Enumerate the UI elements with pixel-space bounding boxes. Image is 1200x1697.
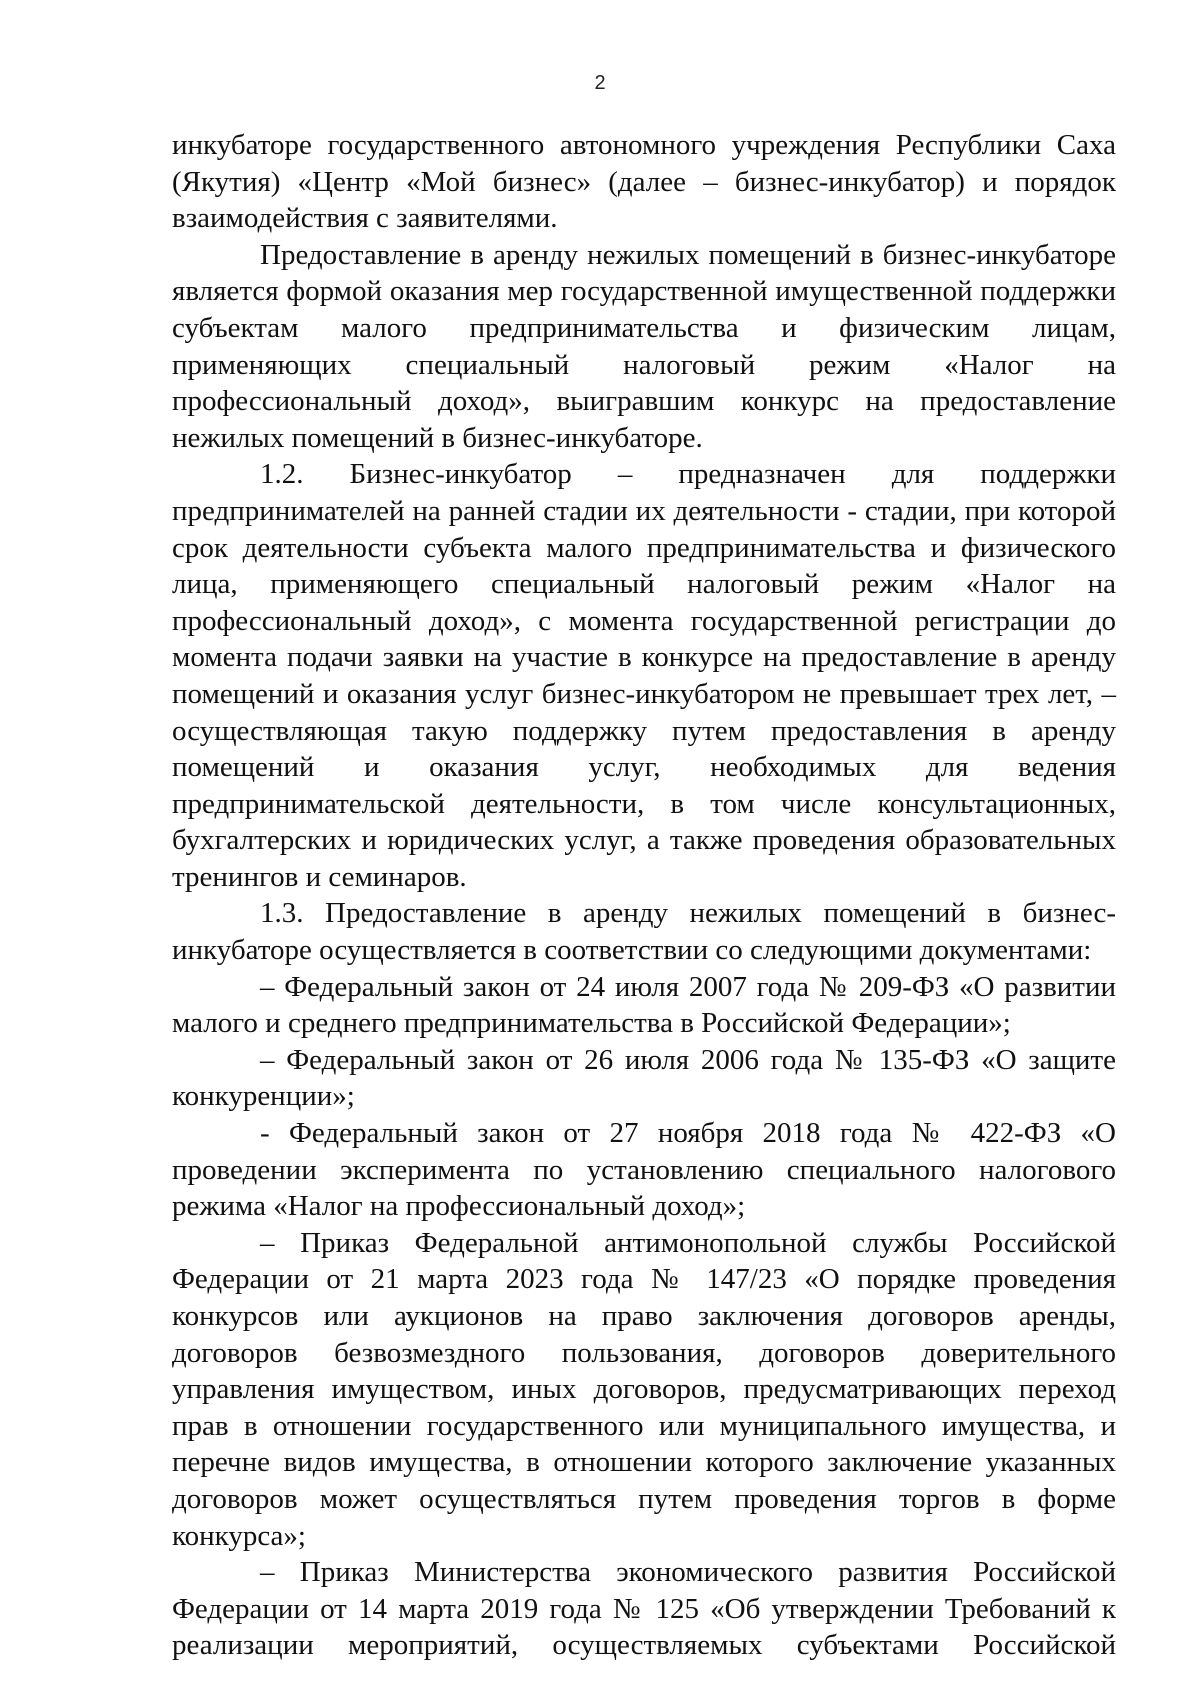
list-item-federal-law-209: – Федеральный закон от 24 июля 2007 года № 209-ФЗ «О развитии малого и среднего предпринимательства в Российской Федерации»; <box>172 970 1116 1040</box>
paragraph-intro-continuation: инкубаторе государственного автономного учреждения Республики Саха (Якутия) «Центр «Мой бизнес» (далее – бизнес-инкубатор) и порядок взаимодействия с заявителями. <box>172 129 1116 235</box>
list-item-fas-order-147: – Приказ Федеральной антимонопольной службы Российской Федерации от 21 марта 2023 года № 147/23 «О порядке проведения конкурсов или аукционов на право заключения договоров аренды, договоров безвозмездного пользования, договоров доверительного управления имуществом, иных договоров, предусматривающих переход прав в отношении государственного или муниципального имущества, и перечне видов имущества, в отношении которого заключение указанных договоров может осуществляться путем проведения торгов в форме конкурса»; <box>172 1226 1116 1552</box>
page-number: 2 <box>594 72 606 94</box>
document-body <box>172 127 1124 1664</box>
paragraph-lease-support: Предоставление в аренду нежилых помещений в бизнес-инкубаторе является формой оказания мер государственной имущественной поддержки субъектам малого предпринимательства и физическим лицам, применяющих специальный налоговый режим «Налог на профессиональный доход», выигравшим конкурс на предоставление нежилых помещений в бизнес-инкубаторе. <box>172 238 1116 454</box>
list-item-federal-law-422: - Федеральный закон от 27 ноября 2018 года № 422-ФЗ «О проведении эксперимента по установлению специального налогового режима «Налог на профессиональный доход»; <box>172 1117 1116 1223</box>
list-item-federal-law-135: – Федеральный закон от 26 июля 2006 года № 135-ФЗ «О защите конкуренции»; <box>172 1043 1116 1113</box>
list-item-minek-order-125: – Приказ Министерства экономического развития Российской Федерации от 14 марта 2019 года № 125 «Об утверждении Требований к реализации мероприятий, осуществляемых субъектами Российской <box>172 1556 1116 1662</box>
paragraph-1-2-business-incubator: 1.2. Бизнес-инкубатор – предназначен для поддержки предпринимателей на ранней стадии их деятельности - стадии, при которой срок деятельности субъекта малого предпринимательства и физического лица, применяющего специальный налоговый режим «Налог на профессиональный доход», с момента государственной регистрации до момента подачи заявки на участие в конкурсе на предоставление в аренду помещений и оказания услуг бизнес-инкубатором не превышает трех лет, – осуществляющая такую поддержку путем предоставления в аренду помещений и оказания услуг, необходимых для ведения предпринимательской деятельности, в том числе консультационных, бухгалтерских и юридических услуг, а также проведения образовательных тренингов и семинаров. <box>172 458 1124 893</box>
paragraph-1-3-regulatory-documents: 1.3. Предоставление в аренду нежилых помещений в бизнес-инкубаторе осуществляется в соответствии со следующими документами: <box>172 897 1116 967</box>
